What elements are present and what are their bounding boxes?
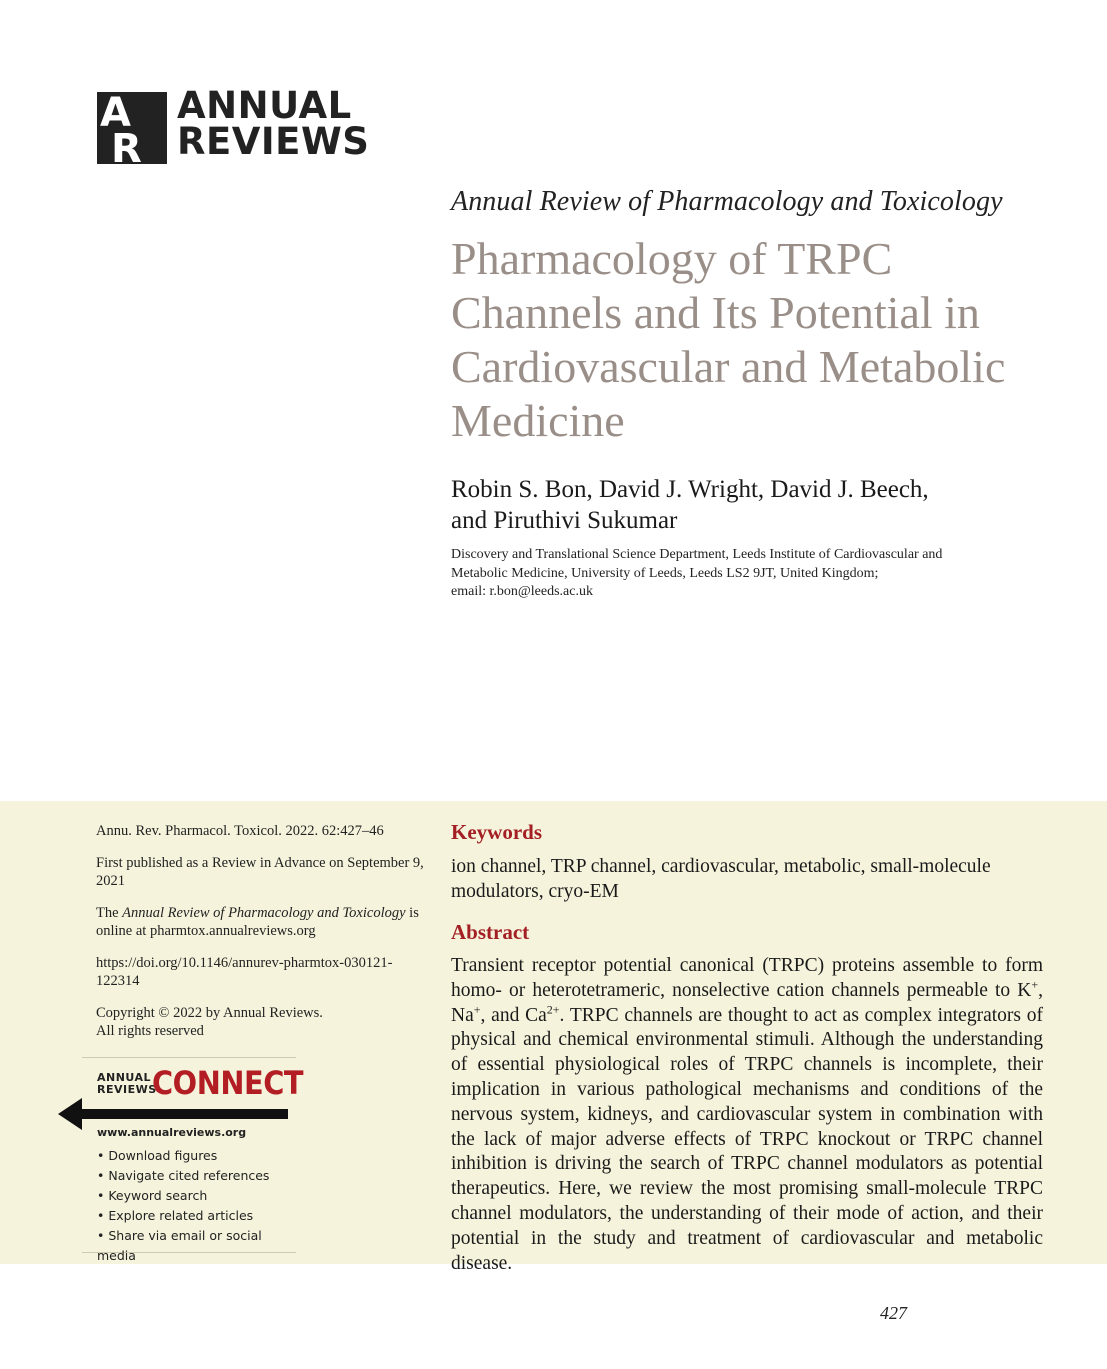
author-line-1: Robin S. Bon, David J. Wright, David J. Beech, [451, 476, 929, 503]
superscript: 2+ [546, 1002, 560, 1017]
connect-url[interactable]: www.annualreviews.org [97, 1126, 247, 1139]
connect-brand-line-2: REVIEWS [97, 1083, 157, 1096]
doi-line-2[interactable]: 122314 [96, 973, 140, 989]
superscript: + [1031, 977, 1039, 992]
connect-feature-item: • Navigate cited references [97, 1166, 296, 1186]
logo-mark-r: R [111, 126, 142, 164]
abstract-part: Transient receptor potential canonical (TRPC) proteins assemble to form homo- or heterotetrameric, nonselective cation channels permeable to K [451, 955, 1043, 1001]
connect-feature-item: • Explore related articles [97, 1206, 296, 1226]
doi-line-1[interactable]: https://doi.org/10.1146/annurev-pharmtox-030121- [96, 954, 393, 971]
logo-wordmark [177, 84, 370, 163]
online-statement [96, 904, 426, 941]
journal-name: Annual Review of Pharmacology and Toxicology [451, 186, 1003, 217]
affiliation-line-1: Discovery and Translational Science Department, Leeds Institute of Cardiovascular and [451, 547, 943, 562]
author-line-2: and Piruthivi Sukumar [451, 507, 678, 534]
annual-reviews-logo [97, 84, 377, 167]
annual-reviews-connect-box[interactable] [82, 1057, 304, 1263]
logo-line-reviews: REVIEWS [177, 120, 370, 163]
author-list [451, 474, 1051, 536]
affiliation-email[interactable]: email: r.bon@leeds.ac.uk [451, 584, 593, 599]
abstract-part: . TRPC channels are thought to act as complex integrators of physical and chemical environmental stimuli. Although the understanding of essential physiological roles of TRPC channels is incomplete, their implication in various pathological mechanisms and conditions of the nervous system, kidneys, and cardiovascular system in combination with the lack of major adverse effects of TRPC knockout or TRPC channel inhibition is driving the search of TRPC channel modulators as potential therapeutics. Here, we review the most promising small-molecule TRPC channel modulators, the understanding of their mode of action, and their potential in the study and treatment of cardiovascular and metabolic disease. [451, 1004, 1043, 1274]
affiliation-line-2: Metabolic Medicine, University of Leeds, Leeds LS2 9JT, United Kingdom; [451, 565, 879, 581]
connect-wordmark: CONNECT [152, 1064, 304, 1102]
publication-meta [96, 822, 426, 1054]
keywords-heading: Keywords [451, 820, 542, 844]
abstract-heading: Abstract [451, 920, 530, 944]
ar-logo-mark-icon [97, 92, 167, 164]
logo-mark-a: A [100, 92, 131, 136]
superscript: + [473, 1002, 481, 1017]
author-affiliation [451, 546, 1051, 602]
first-published: First published as a Review in Advance on September 9, 2021 [96, 854, 424, 889]
abstract-text [451, 954, 1043, 1276]
online-suffix[interactable]: is online at pharmtox.annualreviews.org [96, 904, 419, 939]
doi-link[interactable] [96, 954, 426, 991]
copyright-line-1: Copyright © 2022 by Annual Reviews. [96, 1004, 323, 1021]
page-number: 427 [880, 1303, 907, 1323]
connect-brand-line-1: ANNUAL [97, 1071, 152, 1084]
connect-feature-item: • Keyword search [97, 1186, 296, 1206]
keywords-text: ion channel, TRP channel, cardiovascular, metabolic, small-molecule modulators, cryo-EM [451, 856, 991, 902]
online-prefix: The [96, 904, 123, 921]
online-journal: Annual Review of Pharmacology and Toxicology [122, 904, 406, 921]
connect-feature-item: • Share via email or social media [97, 1226, 296, 1266]
connect-feature-item: • Download figures [97, 1146, 296, 1166]
connect-brand [97, 1072, 157, 1096]
abstract-part: , and Ca [480, 1004, 547, 1026]
logo-line-annual: ANNUAL [177, 84, 352, 127]
copyright [96, 1004, 426, 1041]
citation: Annu. Rev. Pharmacol. Toxicol. 2022. 62:427–46 [96, 823, 384, 839]
abstract-part: , Na [451, 979, 1043, 1026]
copyright-line-2: All rights reserved [96, 1023, 204, 1039]
connect-feature-list [97, 1146, 296, 1266]
article-title: Pharmacology of TRPC Channels and Its Potential in Cardiovascular and Metabolic Medicine [451, 233, 1006, 446]
